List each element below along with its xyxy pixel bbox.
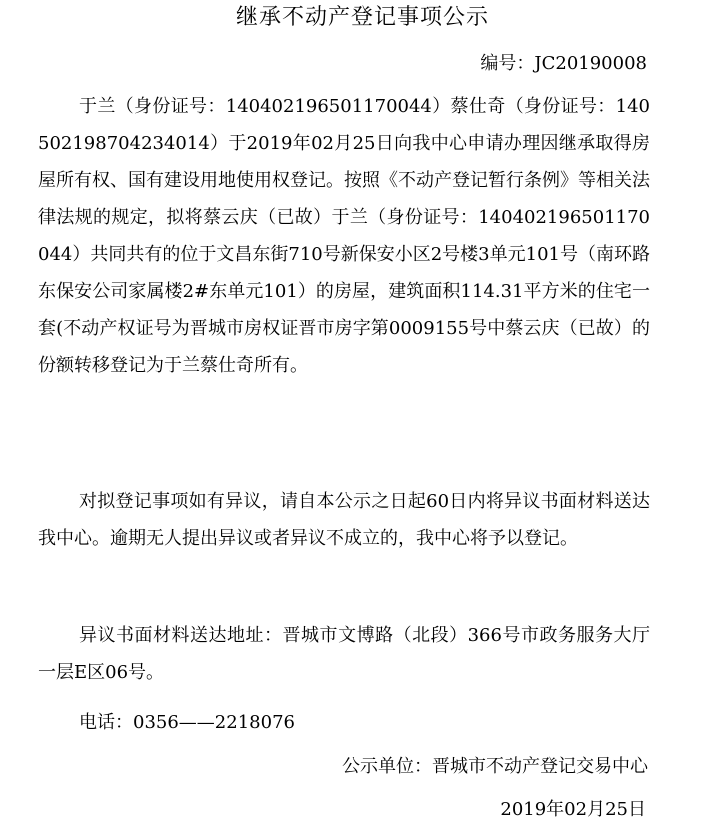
publisher-signature: 公示单位：晋城市不动产登记交易中心	[342, 756, 648, 777]
document-number: 编号：JC20190008	[480, 53, 647, 74]
publish-date: 2019年02月25日	[500, 799, 646, 820]
notice-paragraph-objection: 对拟登记事项如有异议，请自本公示之日起60日内将异议书面材料送达我中心。逾期无人提出异议或者异议不成立的，我中心将予以登记。	[38, 491, 650, 549]
notice-paragraph-main: 于兰（身份证号：140402196501170044）蔡仕奇（身份证号：140502198704234014）于2019年02月25日向我中心申请办理因继承取得房屋所有权、国有建设用地使用权登记。按照《不动产登记暂行条例》等相关法律法规的规定，拟将蔡云庆（已故）于兰（身份证号：140402196501170044）共同共有的位于文昌东街710号新保安小区2号楼3单元101号（南环路东保安公司家属楼2#东单元101）的房屋，建筑面积114.31平方米的住宅一套(不动产权证号为晋城市房权证晋市房字第0009155号中蔡云庆（已故）的份额转移登记为于兰蔡仕奇所有。	[38, 96, 650, 376]
notice-paragraph-address: 异议书面材料送达地址：晋城市文博路（北段）366号市政务服务大厅一层E区06号。	[38, 625, 650, 683]
notice-phone: 电话：0356——2218076	[79, 712, 295, 733]
document-title: 继承不动产登记事项公示	[235, 5, 489, 30]
